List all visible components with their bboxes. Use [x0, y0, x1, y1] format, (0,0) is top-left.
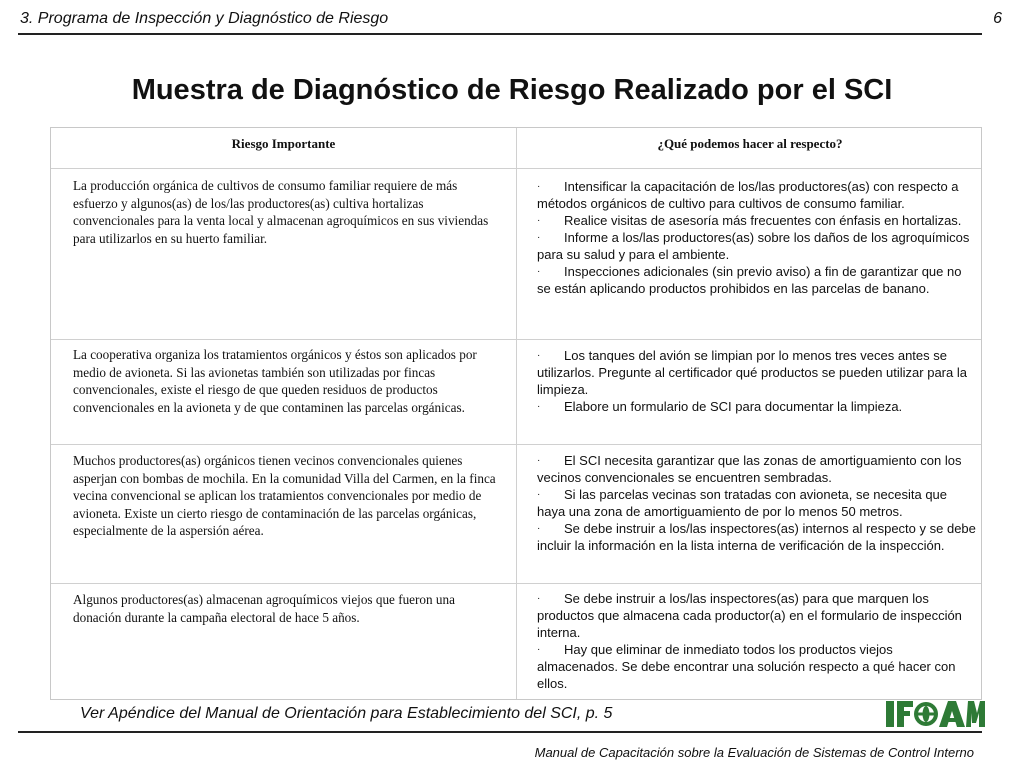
page-title: Muestra de Diagnóstico de Riesgo Realizado por el SCI [131, 74, 893, 106]
bullet-icon: · [537, 215, 541, 226]
actions-cell [537, 590, 977, 692]
action-item: · Si las parcelas vecinas son tratadas con avioneta, se necesita que haya una zona de amortiguamiento de por lo menos 50 metros. [537, 487, 948, 519]
action-item: · Elabore un formulario de SCI para documentar la limpieza. [537, 399, 903, 414]
header-rule [18, 33, 982, 35]
row-separator [51, 583, 981, 584]
actions-cell [537, 178, 977, 297]
action-item: · Realice visitas de asesoría más frecuentes con énfasis en hortalizas. [537, 213, 962, 228]
bullet-icon: · [537, 266, 541, 277]
bullet-icon: · [537, 593, 541, 604]
column-header-risk: Riesgo Importante [231, 136, 336, 151]
bullet-icon: · [537, 232, 541, 243]
bullet-icon: · [537, 644, 541, 655]
row-separator [51, 339, 981, 340]
risk-cell: Algunos productores(as) almacenan agroquímicos viejos que fueron una donación durante la campaña electoral de hace 5 años. [73, 592, 455, 625]
action-item: · Informe a los/las productores(as) sobre los daños de los agroquímicos para su salud y para el ambiente. [537, 230, 970, 262]
column-separator [516, 128, 517, 699]
risk-cell: La producción orgánica de cultivos de consumo familiar requiere de más esfuerzo y algunos(as) de los/las productores(as) cultiva hortalizas convencionales para la venta local y almacenan agroquímicos en sus viviendas para utilizarlos en su huerto familiar. [73, 178, 489, 246]
ifoam-logo-icon [884, 699, 986, 729]
row-separator [51, 444, 981, 445]
risk-cell: La cooperativa organiza los tratamientos orgánicos y éstos son aplicados por medio de avioneta. Si las avionetas también son utilizadas por fincas convencionales, existe el riesgo de que queden residuos de productos convencionales en la avioneta y de que contaminen las parcelas orgánicas. [73, 347, 477, 415]
page-number: 6 [993, 10, 1002, 27]
risk-table [50, 127, 982, 700]
action-item: · Hay que eliminar de inmediato todos los productos viejos almacenados. Se debe encontrar una solución respecto a qué hacer con ellos. [537, 642, 956, 691]
manual-title: Manual de Capacitación sobre la Evaluación de Sistemas de Control Interno [534, 745, 974, 760]
bullet-icon: · [537, 350, 541, 361]
column-header-actions: ¿Qué podemos hacer al respecto? [657, 136, 843, 151]
action-item: · Se debe instruir a los/las inspectores(as) para que marquen los productos que almacena cada productor(a) en el formulario de inspección interna. [537, 591, 962, 640]
action-item: · Inspecciones adicionales (sin previo aviso) a fin de garantizar que no se están aplicando productos prohibidos en las parcelas de banano. [537, 264, 962, 296]
action-item: · Los tanques del avión se limpian por lo menos tres veces antes se utilizarlos. Pregunte al certificador qué productos se pueden utilizar para la limpieza. [537, 348, 967, 397]
risk-cell: Muchos productores(as) orgánicos tienen vecinos convencionales quienes asperjan con bombas de mochila. En la comunidad Villa del Carmen, en la finca vecina convencional se aplican los tratamientos convencionales por medio de avioneta. Existe un cierto riesgo de contaminación de las parcelas orgánicas, especialmente de la aspersión aérea. [73, 453, 496, 538]
bullet-icon: · [537, 181, 541, 192]
bullet-icon: · [537, 523, 541, 534]
section-title: 3. Programa de Inspección y Diagnóstico de Riesgo [20, 10, 389, 27]
footer-rule [18, 731, 982, 733]
actions-cell [537, 347, 977, 415]
appendix-reference: Ver Apéndice del Manual de Orientación para Establecimiento del SCI, p. 5 [80, 705, 613, 722]
actions-cell [537, 452, 977, 554]
bullet-icon: · [537, 455, 541, 466]
action-item: · Se debe instruir a los/las inspectores(as) internos al respecto y se debe incluir la información en la lista interna de verificación de la inspección. [537, 521, 976, 553]
action-item: · Intensificar la capacitación de los/las productores(as) con respecto a métodos orgánicos de cultivo para cultivos de consumo familiar. [537, 179, 959, 211]
bullet-icon: · [537, 401, 541, 412]
action-item: · El SCI necesita garantizar que las zonas de amortiguamiento con los vecinos convencionales se encuentren sembradas. [537, 453, 962, 485]
row-separator [51, 168, 981, 169]
bullet-icon: · [537, 489, 541, 500]
